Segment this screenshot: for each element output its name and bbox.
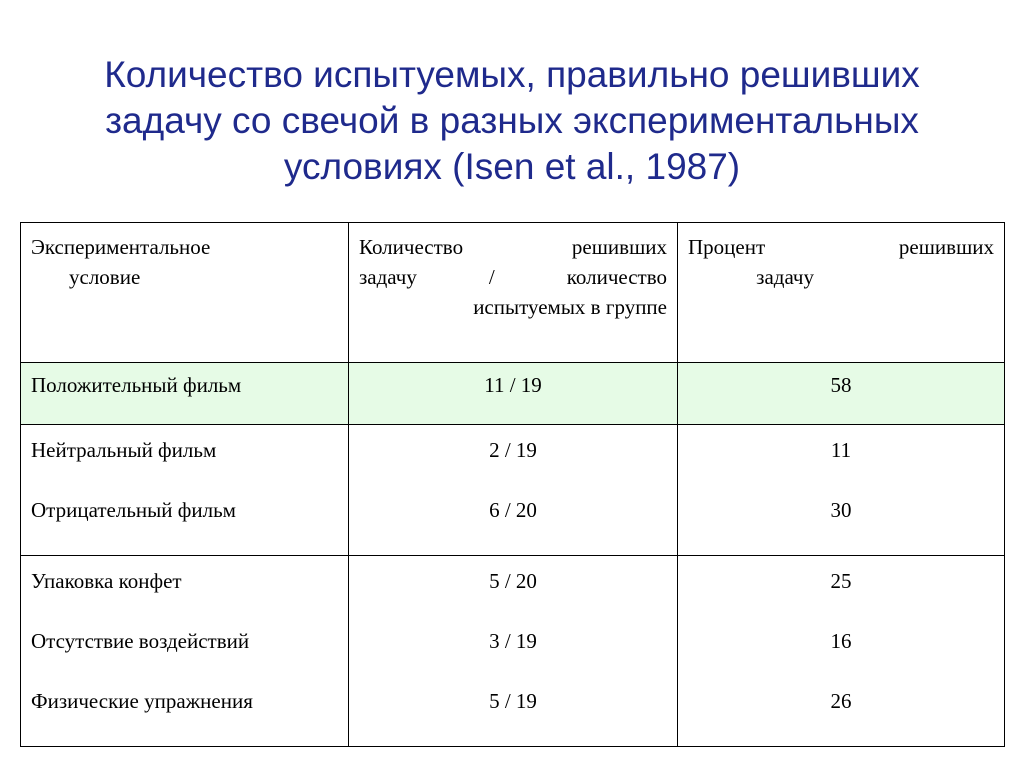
table-row-positive	[21, 363, 1005, 425]
cell-count: 5 / 20	[489, 569, 537, 593]
cell-percent-group	[678, 425, 1005, 556]
cell-count-group	[349, 425, 678, 556]
cell-percent: 30	[830, 498, 852, 522]
cell-percent: 11	[830, 438, 852, 462]
cell-condition-group	[21, 556, 349, 747]
title-line-2: задачу со свечой в разных экспериментальных	[105, 100, 919, 141]
cell-condition: Положительный фильм	[21, 363, 349, 425]
cell-condition-group	[21, 425, 349, 556]
cell-condition: Нейтральный фильм	[31, 438, 217, 462]
cell-count: 3 / 19	[489, 629, 537, 653]
title-line-1: Количество испытуемых, правильно решивших	[104, 54, 920, 95]
header-count: Количество решивших задачу / количество испытуемых в группе	[349, 223, 678, 363]
title-line-3: условиях (Isen et al., 1987)	[283, 146, 741, 187]
results-table	[20, 222, 1005, 747]
cell-condition: Отрицательный фильм	[31, 498, 236, 522]
cell-count: 6 / 20	[489, 498, 537, 522]
cell-condition: Упаковка конфет	[31, 569, 182, 593]
cell-percent: 16	[830, 629, 852, 653]
cell-count: 11 / 19	[349, 363, 678, 425]
cell-count: 2 / 19	[489, 438, 537, 462]
table-row-group-films	[21, 425, 1005, 556]
cell-condition: Отсутствие воздействий	[31, 629, 250, 653]
cell-percent-group	[678, 556, 1005, 747]
cell-count: 5 / 19	[489, 689, 537, 713]
slide-title	[40, 52, 984, 190]
cell-percent: 26	[830, 689, 852, 713]
table-row-group-other	[21, 556, 1005, 747]
header-condition: Экспериментальное условие	[21, 223, 349, 363]
cell-percent: 58	[678, 363, 1005, 425]
table-header-row	[21, 223, 1005, 363]
cell-percent: 25	[830, 569, 852, 593]
header-percent: Процент решивших задачу	[678, 223, 1005, 363]
cell-condition: Физические упражнения	[31, 689, 253, 713]
cell-count-group	[349, 556, 678, 747]
